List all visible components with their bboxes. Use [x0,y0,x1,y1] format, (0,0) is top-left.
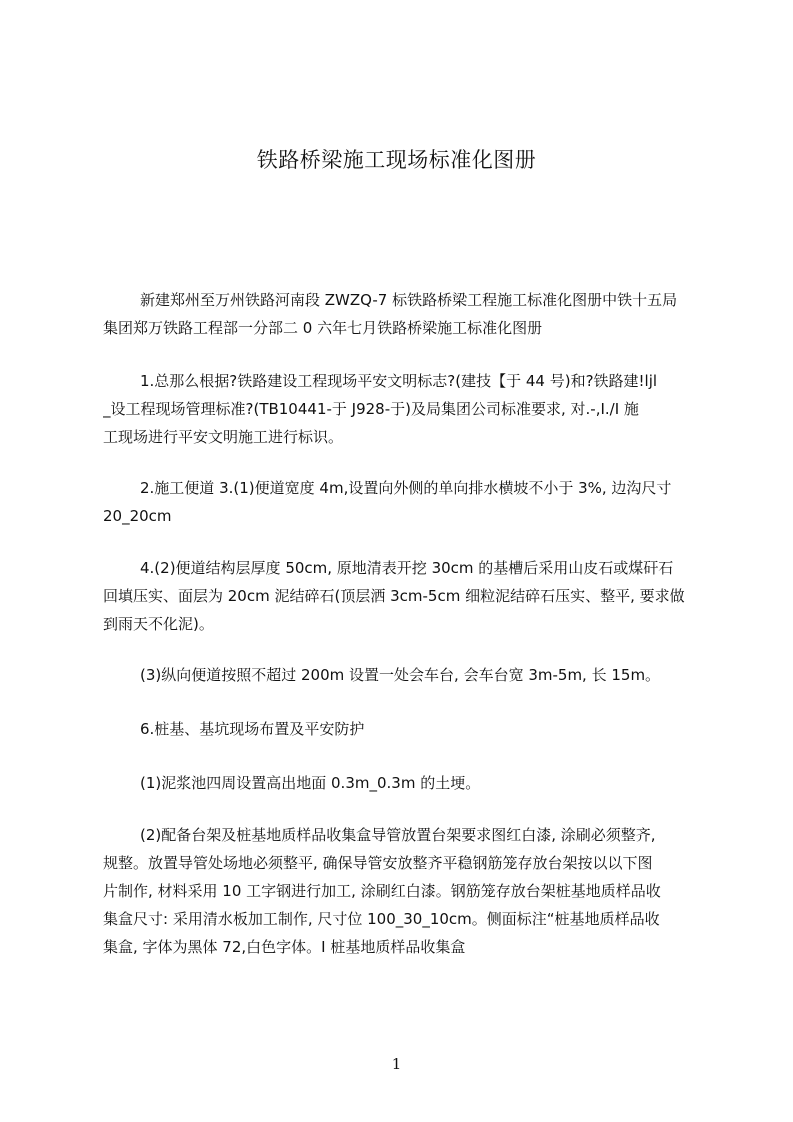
paragraph-road-structure [103,554,700,638]
paragraph-passing-bay [103,661,700,689]
text-line: (3)纵向便道按照不超过 200m 设置一处会车台, 会车台宽 3m-5m, 长 15m。 [140,666,661,684]
text-line: 1.总那么根据?铁路建设工程现场平安文明标志?(建技【于 44 号)和?铁路建!ljl [140,372,658,390]
text-line: (2)配备台架及桩基地质样品收集盒导管放置台架要求图红白漆, 涂刷必须整齐, [140,826,656,844]
text-line: 集团郑万铁路工程部一分部二 0 六年七月铁路桥梁施工标准化图册 [103,319,543,337]
page-number: 1 [391,1055,402,1073]
text-line: 工现场进行平安文明施工进行标识。 [103,428,344,446]
paragraph-access-road [103,474,700,530]
text-line: 集盒, 字体为黑体 72,白色字体。I 桩基地质样品收集盒 [103,938,466,956]
text-line: 规整。放置导管处场地必须整平, 确保导管安放整齐平稳钢筋笼存放台架按以以下图 [103,854,653,872]
text-line: 2.施工便道 3.(1)便道宽度 4m,设置向外侧的单向排水横坡不小于 3%, 边沟尺寸 [140,479,672,497]
paragraph-basis [103,367,700,451]
paragraph-intro [103,286,700,342]
paragraph-pile-heading [103,715,700,743]
document-title: 铁路桥梁施工现场标准化图册 [256,148,537,172]
paragraph-racks [103,821,700,961]
paragraph-mud-pit [103,769,700,797]
text-line: 到雨天不化泥)。 [103,615,214,633]
text-line: 20_20cm [103,507,172,525]
text-line: 集盒尺寸: 采用清水板加工制作, 尺寸位 100_30_10cm。侧面标注“桩基地质样品收 [103,910,660,928]
text-line: _设工程现场管理标准?(TB10441-于 J928-于)及局集团公司标准要求, 对.-,I./I 施 [103,400,639,418]
text-line: 新建郑州至万州铁路河南段 ZWZQ-7 标铁路桥梁工程施工标准化图册中铁十五局 [140,291,678,309]
text-line: 回填压实、面层为 20cm 泥结碎石(顶层洒 3cm-5cm 细粒泥结碎石压实、整平, 要求做 [103,587,685,605]
text-line: 6.桩基、基坑现场布置及平安防护 [140,720,365,738]
text-line: 片制作, 材料采用 10 工字钢进行加工, 涂刷红白漆。钢筋笼存放台架桩基地质样品收 [103,882,661,900]
text-line: (1)泥浆池四周设置高出地面 0.3m_0.3m 的土埂。 [140,774,481,792]
text-line: 4.(2)便道结构层厚度 50cm, 原地清表开挖 30cm 的基槽后采用山皮石或煤矸石 [140,559,674,577]
